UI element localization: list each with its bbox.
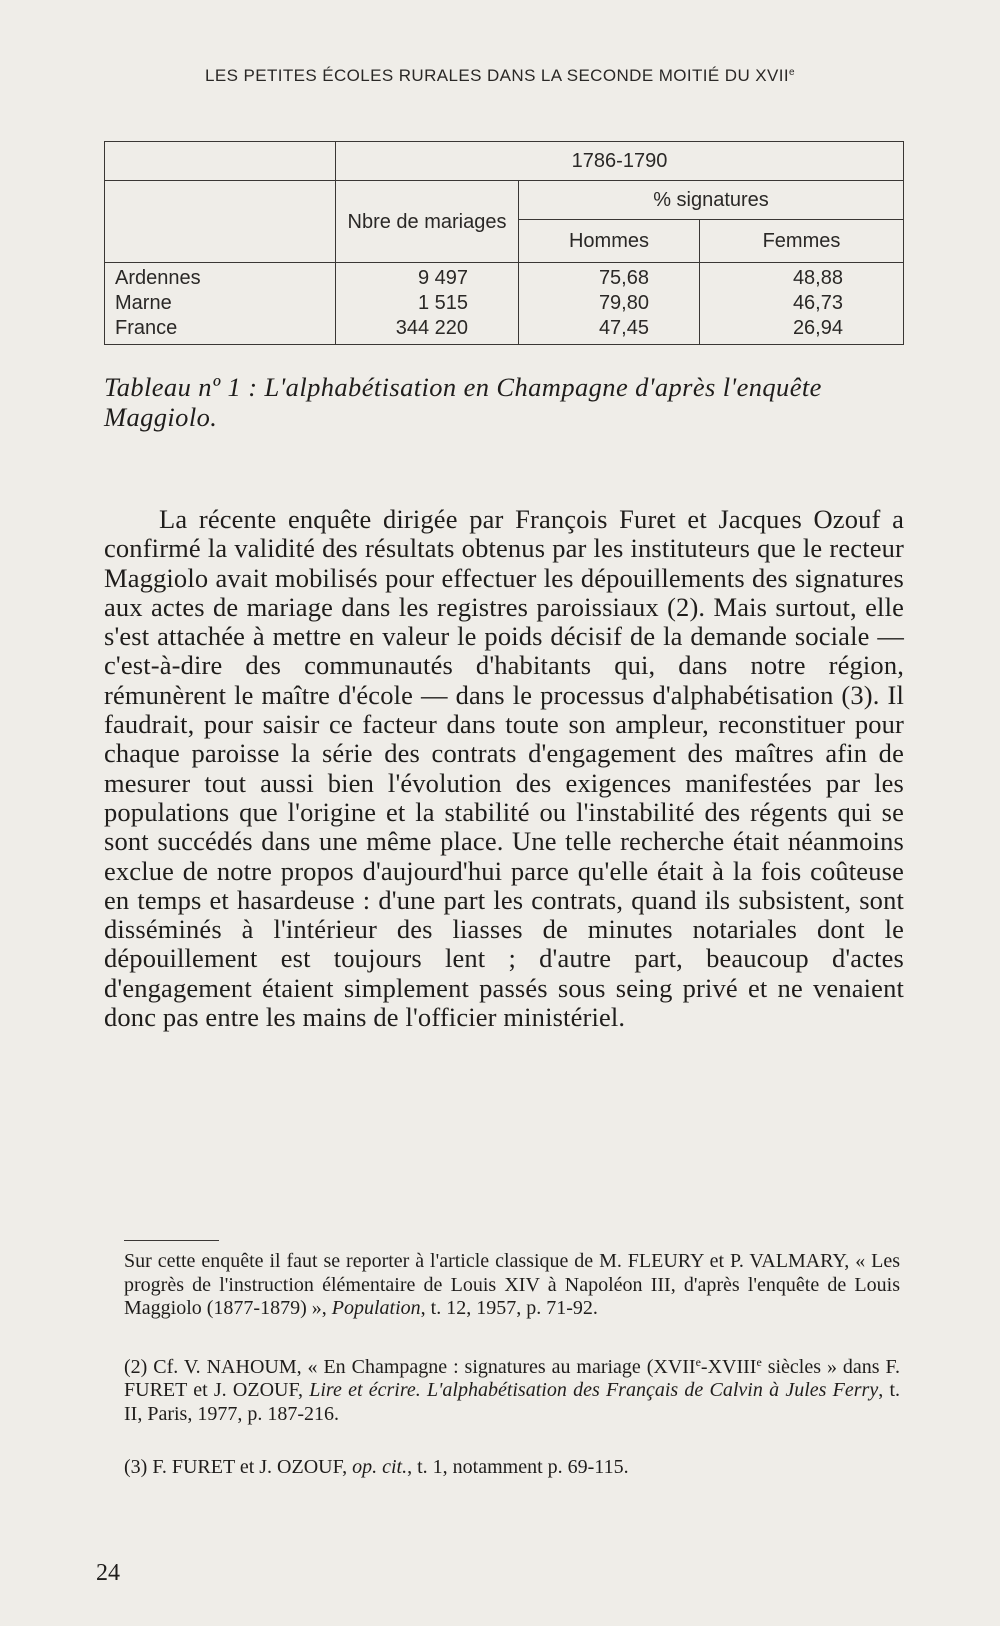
table-header-row-2 bbox=[105, 181, 904, 220]
footnote-rule bbox=[124, 1240, 219, 1241]
table-empty-cell bbox=[105, 181, 336, 263]
table-women-header: Femmes bbox=[700, 220, 904, 263]
table-caption: Tableau nº 1 : L'alphabétisation en Champagne d'après l'enquête Maggiolo. bbox=[104, 372, 822, 432]
table-cell-region: Marne bbox=[115, 292, 172, 314]
footnote-2-tail: , t. II, Paris, 1977, p. 187-216. bbox=[124, 1379, 901, 1425]
table-cell-women: 48,88 bbox=[792, 267, 843, 289]
footnote-1-journal: Population bbox=[331, 1297, 421, 1319]
footnote-2 bbox=[124, 1351, 900, 1427]
footnote-3 bbox=[124, 1456, 900, 1480]
table-cell-region: France bbox=[115, 317, 178, 339]
table-cell-women: 26,94 bbox=[792, 317, 843, 339]
footnote-3-opcit: op. cit. bbox=[352, 1456, 408, 1478]
table-region-column bbox=[105, 263, 336, 345]
table-marriages-header: Nbre de mariages bbox=[336, 181, 519, 263]
body-text bbox=[104, 505, 904, 1032]
running-head-text: LES PETITES ÉCOLES RURALES DANS LA SECONDE MOITIÉ DU XVII bbox=[205, 66, 789, 85]
footnote-3-lead: (3) F. FURET et J. OZOUF, bbox=[124, 1456, 348, 1478]
footnote-1 bbox=[124, 1250, 900, 1321]
table-empty-corner bbox=[105, 142, 336, 181]
footnote-2-mid: -XVIII bbox=[700, 1355, 757, 1378]
page-number: 24 bbox=[96, 1560, 120, 1586]
running-head-superscript: e bbox=[788, 67, 795, 78]
table-cell-men: 79,80 bbox=[598, 292, 649, 314]
running-head bbox=[0, 66, 1000, 86]
footnote-2-sup: e bbox=[695, 1354, 701, 1369]
table-cell-men: 75,68 bbox=[598, 267, 649, 289]
table-cell-region: Ardennes bbox=[115, 267, 201, 289]
footnote-3-tail: , t. 1, notamment p. 69-115. bbox=[407, 1456, 629, 1478]
table-signatures-header: % signatures bbox=[519, 181, 904, 220]
footnote-2-book: Lire et écrire. L'alphabétisation des Français de Calvin à Jules Ferry bbox=[309, 1379, 879, 1401]
footnote-1-text: Sur cette enquête il faut se reporter à l'article classique de M. FLEURY et P. VALMARY, « Les progrès de l'instruction élémentaire de Louis XIV à Napoléon III, d'après l'enquête de Louis Maggiolo (1877-1879) », bbox=[124, 1250, 900, 1319]
table-men-header: Hommes bbox=[519, 220, 700, 263]
table-men-column bbox=[519, 263, 700, 345]
table-cell-men: 47,45 bbox=[598, 317, 649, 339]
table-period-header: 1786-1790 bbox=[336, 142, 904, 181]
footnote-2-sup: e bbox=[756, 1354, 762, 1369]
table-body-row bbox=[105, 263, 904, 345]
table-cell-marriages: 1 515 bbox=[417, 292, 468, 314]
footnotes bbox=[124, 1250, 900, 1510]
literacy-table bbox=[104, 141, 904, 345]
footnote-1-tail: , t. 12, 1957, p. 71-92. bbox=[420, 1297, 598, 1319]
table-marriages-column bbox=[336, 263, 519, 345]
footnote-2-lead: (2) Cf. V. NAHOUM, « En Champagne : signatures au mariage (XVII bbox=[124, 1355, 696, 1378]
footnote-2-mid: siècles » dans F. FURET et J. OZOUF, bbox=[124, 1355, 900, 1401]
table-header-row-1 bbox=[105, 142, 904, 181]
table-cell-marriages: 9 497 bbox=[417, 267, 468, 289]
table-cell-women: 46,73 bbox=[792, 292, 843, 314]
table-cell-marriages: 344 220 bbox=[395, 317, 468, 339]
body-paragraph: La récente enquête dirigée par François Furet et Jacques Ozouf a confirmé la validité des résultats obtenus par les instituteurs que le recteur Maggiolo avait mobilisés pour effectuer les dépouillements des signatures aux actes de mariage dans les registres paroissiaux (2). Mais surtout, elle s'est attachée à mettre en valeur le poids décisif de la demande sociale — c'est-à-dire des communautés d'habitants qui, dans notre région, rémunèrent le maître d'école — dans le processus d'alphabétisation (3). Il faudrait, pour saisir ce facteur dans toute son ampleur, reconstituer pour chaque paroisse la série des contrats d'engagement des maîtres afin de mesurer tout aussi bien l'évolution des exigences manifestées par les populations que l'origine et la stabilité ou l'instabilité des régents qui se sont succédés dans une même place. Une telle recherche était néanmoins exclue de notre propos d'aujourd'hui parce qu'elle était à la fois coûteuse en temps et hasardeuse : d'une part les contrats, quand ils subsistent, sont disséminés à l'intérieur des liasses de minutes notariales dont le dépouillement est toujours lent ; d'autre part, beaucoup d'actes d'engagement étaient simplement passés sous seing privé et ne venaient donc pas entre les mains de l'officier ministériel. bbox=[104, 504, 904, 1033]
table-women-column bbox=[700, 263, 904, 345]
